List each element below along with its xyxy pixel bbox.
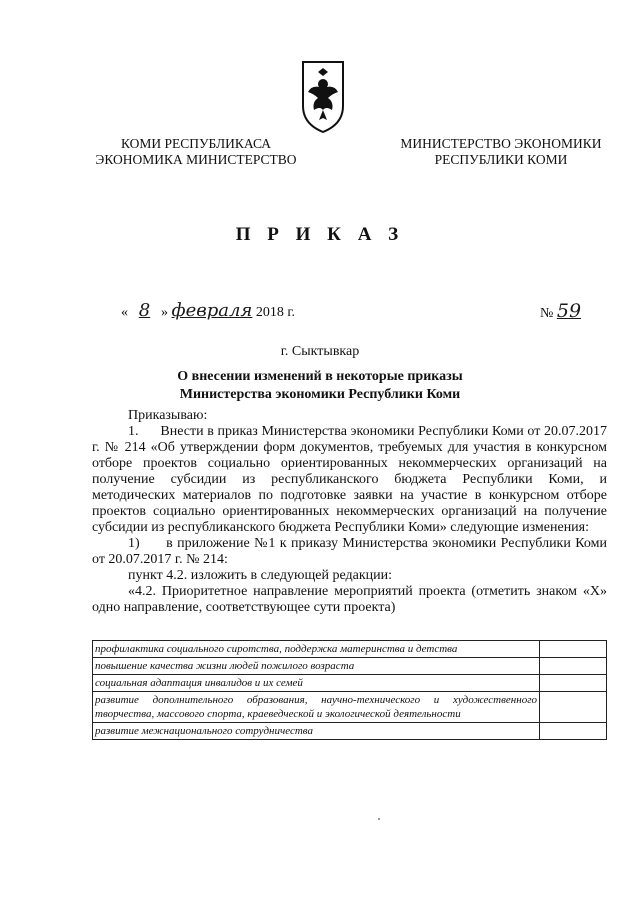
subject-line1: О внесении изменений в некоторые приказы <box>177 369 463 384</box>
table-cell-mark <box>540 675 607 692</box>
body-paragraph-1: Приказываю: <box>128 408 208 423</box>
handwritten-month: февраля <box>171 300 253 321</box>
document-title: П Р И К А З <box>235 224 405 245</box>
date-open-quote: « <box>121 305 128 320</box>
date-year: 2018 г. <box>255 305 296 320</box>
table-row <box>93 641 607 658</box>
subject-line2: Министерства экономики Республики Коми <box>179 387 461 402</box>
date-close-quote: » <box>161 305 168 320</box>
scan-speck <box>378 818 380 820</box>
order-subject <box>0 368 640 404</box>
order-body <box>92 408 607 616</box>
city: г. Сыктывкар <box>280 344 360 359</box>
header-left-line1: КОМИ РЕСПУБЛИКАСА <box>120 136 272 151</box>
handwritten-number: 59 <box>556 300 582 322</box>
table-row <box>93 692 607 723</box>
table-cell-direction: повышение качества жизни людей пожилого возраста <box>93 658 540 675</box>
table-row <box>93 675 607 692</box>
handwritten-day: 8 <box>138 300 151 321</box>
table-cell-direction: развитие дополнительного образования, научно-технического и художественного творчества, массового спорта, краеведческой и экологической деятельности <box>93 692 540 723</box>
table-cell-mark <box>540 658 607 675</box>
table-cell-mark <box>540 641 607 658</box>
table-row <box>93 658 607 675</box>
table-cell-direction: социальная адаптация инвалидов и их семей <box>93 675 540 692</box>
order-number <box>540 300 597 322</box>
table-cell-direction: профилактика социального сиротства, поддержка материнства и детства <box>93 641 540 658</box>
table-cell-direction: развитие межнационального сотрудничества <box>93 723 540 740</box>
header-left <box>88 136 304 168</box>
body-paragraph-5: «4.2. Приоритетное направление мероприятий проекта (отметить знаком «Х» одно направление, соответствующее сути проекта) <box>92 584 607 615</box>
table-row <box>93 723 607 740</box>
table-cell-mark <box>540 723 607 740</box>
table-cell-mark <box>540 692 607 723</box>
number-label: № <box>540 306 554 321</box>
body-paragraph-4: пункт 4.2. изложить в следующей редакции: <box>128 568 392 583</box>
header-left-line2: ЭКОНОМИКА МИНИСТЕРСТВО <box>95 152 297 167</box>
priority-directions-table <box>92 640 607 740</box>
header-right-line2: РЕСПУБЛИКИ КОМИ <box>434 152 568 167</box>
body-paragraph-2: 1. Внести в приказ Министерства экономики Республики Коми от 20.07.2017 г. № 214 «Об утверждении форм документов, требуемых для участия в конкурсном отборе проектов социально ориентированных некоммерческих организаций на получение субсидии из республиканского бюджета Республики Коми, и методических материалов по подготовке заявки на участие в конкурсном отборе проектов социально ориентированных некоммерческих организаций на получение субсидии из республиканского бюджета Республики Коми» следующие изменения: <box>92 424 607 535</box>
order-date <box>121 300 295 321</box>
body-paragraph-3: 1) в приложение №1 к приказу Министерства экономики Республики Коми от 20.07.2017 г. № 214: <box>92 536 607 567</box>
header-right <box>394 136 608 168</box>
coat-of-arms-emblem <box>298 58 348 134</box>
header-right-line1: МИНИСТЕРСТВО ЭКОНОМИКИ <box>400 136 602 151</box>
